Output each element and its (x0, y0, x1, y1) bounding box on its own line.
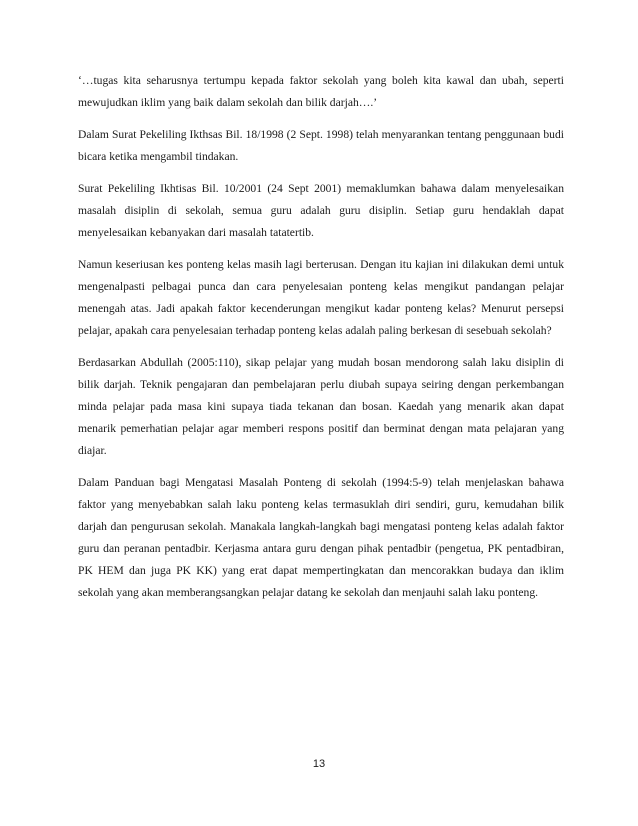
paragraph-quote: ‘…tugas kita seharusnya tertumpu kepada faktor sekolah yang boleh kita kawal dan ubah, seperti mewujudkan iklim yang baik dalam sekolah dan bilik darjah….’ (78, 74, 564, 109)
paragraph-pekeliling-1998: Dalam Surat Pekeliling Ikthsas Bil. 18/1998 (2 Sept. 1998) telah menyarankan tentang penggunaan budi bicara ketika mengambil tindakan. (78, 128, 564, 163)
document-body (78, 70, 564, 614)
paragraph-pekeliling-2001: Surat Pekeliling Ikhtisas Bil. 10/2001 (24 Sept 2001) memaklumkan bahawa dalam menyelesaikan masalah disiplin di sekolah, semua guru adalah guru disiplin. Setiap guru hendaklah dapat menyelesaikan kebanyakan dari masalah tatatertib. (78, 182, 564, 239)
paragraph-research-aim: Namun keseriusan kes ponteng kelas masih lagi berterusan. Dengan itu kajian ini dilakukan demi untuk mengenalpasti pelbagai punca dan cara penyelesaian ponteng kelas mengikut pandangan pelajar menengah atas. Jadi apakah faktor kecenderungan mengikut kadar ponteng kelas? Menurut persepsi pelajar, apakah cara penyelesaian terhadap ponteng kelas adalah paling berkesan di sesebuah sekolah? (78, 258, 564, 337)
paragraph-panduan: Dalam Panduan bagi Mengatasi Masalah Ponteng di sekolah (1994:5-9) telah menjelaskan bahawa faktor yang menyebabkan salah laku ponteng kelas termasuklah diri sendiri, guru, kemudahan bilik darjah dan pengurusan sekolah. Manakala langkah-langkah bagi mengatasi ponteng kelas adalah faktor guru dan peranan pentadbir. Kerjasma antara guru dengan pihak pentadbir (pengetua, PK pentadbiran, PK HEM dan juga PK KK) yang erat dapat mempertingkatan dan mencorakkan budaya dan iklim sekolah yang akan memberangsangkan pelajar datang ke sekolah dan menjauhi salah laku ponteng. (78, 476, 564, 599)
paragraph-abdullah: Berdasarkan Abdullah (2005:110), sikap pelajar yang mudah bosan mendorong salah laku disiplin di bilik darjah. Teknik pengajaran dan pembelajaran perlu diubah supaya seiring dengan perkembangan minda pelajar pada masa kini supaya tiada tekanan dan bosan. Kaedah yang menarik akan dapat menarik pemerhatian pelajar agar memberi respons positif dan berminat dengan mata pelajaran yang diajar. (78, 356, 564, 457)
page-number: 13 (312, 758, 326, 770)
